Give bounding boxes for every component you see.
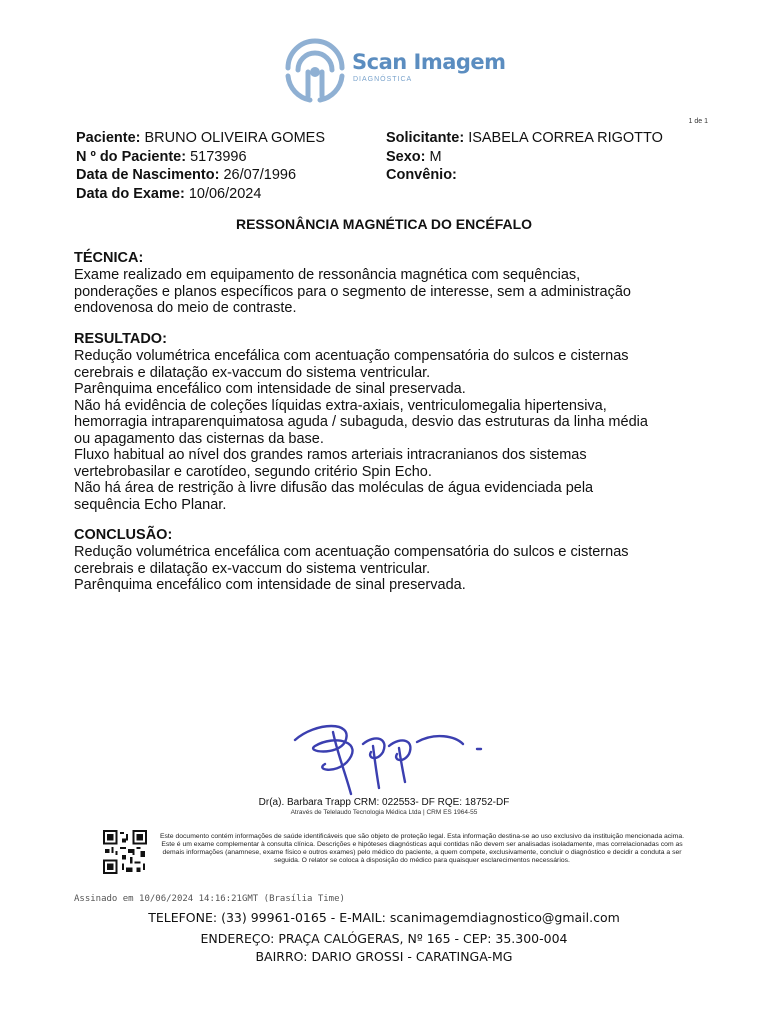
tecnica-line: Exame realizado em equipamento de ressonância magnética com sequências, [74, 267, 581, 283]
resultado-line: sequência Echo Planar. [74, 496, 227, 513]
brand-logo [280, 38, 510, 108]
requester-row [386, 129, 663, 148]
qr-code-icon [103, 830, 147, 874]
doctor-signature [285, 712, 485, 802]
conclusao-line: Redução volumétrica encefálica com acentuação compensatória do sulcos e cisternas [74, 544, 629, 560]
resultado-line: hemorragia intraparenquimatosa aguda / subaguda, desvio das estruturas da linha média [74, 414, 648, 430]
resultado-heading: RESULTADO: [74, 331, 167, 347]
tecnica-line: endovenosa do meio de contraste. [74, 300, 297, 316]
sex-row [386, 148, 663, 167]
resultado-line: vertebrobasilar e carotídeo, segundo critério Spin Echo. [74, 463, 432, 480]
resultado-line: Não há evidência de coleções líquidas extra-axiais, ventriculomegalia hipertensiva, [74, 397, 607, 414]
page-number: 1 de 1 [688, 118, 708, 125]
resultado-line: Redução volumétrica encefálica com acentuação compensatória do sulcos e cisternas [74, 348, 629, 364]
legal-disclaimer: Este documento contém informações de saúde identificáveis que são objeto de proteção legal. Esta informação destina-se ao uso exclusivo da instituição mencionada acima. Este é um exame complementar à consulta clínica. Descrições e hipóteses diagnósticas aqui contidas não devem ser analisadas isoladamente, mas correlacionadas com as demais informações (anamnese, exame físico e outros exames) pelo médico do paciente, a quem compete, exclusivamente, concluir o diagnóstico e decidir a conduta a ser seguida. O relator se coloca à disposição do médico para quaisquer esclarecimentos necessários. [159, 833, 685, 864]
logo-name: Scan Imagem [352, 50, 506, 74]
insurance-label: Convênio: [386, 167, 457, 183]
resultado-line: Não há área de restrição à livre difusão das moléculas de água evidenciada pela [74, 480, 594, 496]
scan-logo-icon [280, 38, 350, 104]
patient-id-row [76, 148, 325, 167]
resultado-line: cerebrais e dilatação ex-vaccum do sistema ventricular. [74, 364, 431, 381]
birth-date-row [76, 166, 325, 185]
requester-name: ISABELA CORREA RIGOTTO [468, 130, 663, 146]
exam-date-row [76, 185, 325, 204]
birth-date: 26/07/1996 [223, 167, 297, 183]
footer-address: ENDEREÇO: PRAÇA CALÓGERAS, Nº 165 - CEP: 35.300-004 [200, 931, 568, 946]
logo-subtitle: DIAGNÓSTICA [353, 76, 413, 83]
requester-label: Solicitante: [386, 130, 465, 146]
footer-contact: TELEFONE: (33) 99961-0165 - E-MAIL: scanimagemdiagnostico@gmail.com [148, 910, 620, 925]
tecnica-heading: TÉCNICA: [74, 250, 144, 266]
resultado-line: Fluxo habitual ao nível dos grandes ramos arteriais intracranianos dos sistemas [74, 447, 587, 463]
conclusao-heading: CONCLUSÃO: [74, 527, 173, 543]
exam-title: RESSONÂNCIA MAGNÉTICA DO ENCÉFALO [235, 216, 533, 232]
patient-name-row [76, 129, 325, 148]
digital-signature-timestamp: Assinado em 10/06/2024 14:16:21GMT (Brasília Time) [74, 894, 345, 904]
footer-district: BAIRRO: DARIO GROSSI - CARATINGA-MG [255, 949, 513, 964]
sex-label: Sexo: [386, 148, 426, 165]
patient-name: BRUNO OLIVEIRA GOMES [144, 130, 326, 146]
conclusao-line: Parênquima encefálico com intensidade de sinal preservada. [74, 577, 466, 593]
request-info [386, 129, 663, 185]
patient-info [76, 129, 325, 203]
telelaudo-line: Através de Telelaudo Tecnologia Médica Ltda | CRM ES 1964-55 [290, 809, 478, 816]
patient-name-label: Paciente: [76, 130, 141, 146]
doctor-credentials: Dr(a). Barbara Trapp CRM: 022553- DF RQE: 18752-DF [258, 797, 510, 808]
patient-id-label: N º do Paciente: [76, 148, 187, 165]
tecnica-line: ponderações e planos específicos para o segmento de interesse, sem a administração [74, 283, 631, 300]
sex-value: M [429, 148, 442, 165]
patient-id: 5173996 [190, 148, 247, 165]
resultado-section [74, 331, 714, 513]
conclusao-section [74, 527, 714, 594]
insurance-row [386, 166, 663, 185]
birth-date-label: Data de Nascimento: [76, 167, 220, 183]
conclusao-line: cerebrais e dilatação ex-vaccum do sistema ventricular. [74, 560, 431, 577]
resultado-line: ou apagamento das cisternas da base. [74, 430, 324, 447]
exam-date-label: Data do Exame: [76, 185, 185, 202]
exam-date: 10/06/2024 [188, 185, 262, 202]
tecnica-section [74, 250, 714, 317]
resultado-line: Parênquima encefálico com intensidade de sinal preservada. [74, 381, 466, 397]
